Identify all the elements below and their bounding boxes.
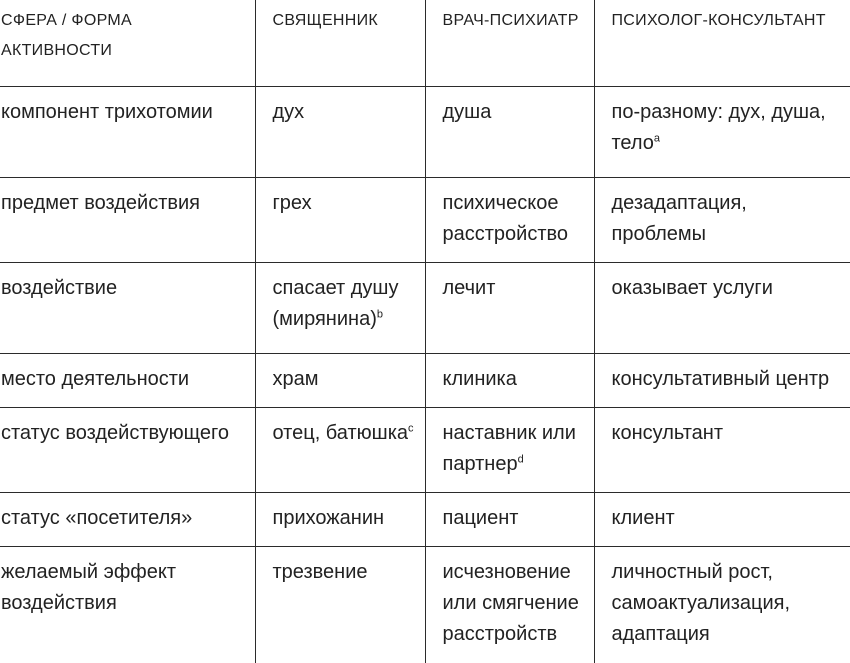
table-cell: [255, 353, 425, 407]
cell-text: предмет воздействия: [1, 191, 201, 214]
table-cell: [594, 262, 850, 353]
cell-text: храм: [272, 367, 319, 390]
table-cell: [0, 546, 255, 663]
header-priest: СВЯЩЕННИК: [255, 0, 425, 86]
cell-text: лечит: [442, 276, 496, 299]
table-row: [0, 407, 850, 492]
table-cell: [255, 177, 425, 262]
table-cell: [425, 407, 594, 492]
cell-text: место деятельности: [1, 367, 190, 390]
cell-text: статус «посетителя»: [1, 506, 193, 529]
header-row: [0, 0, 850, 86]
header-psychologist: ПСИХОЛОГ-КОНСУЛЬТАНТ: [594, 0, 850, 86]
cell-text: трезвение: [272, 560, 368, 583]
table-row: [0, 353, 850, 407]
cell-text: статус воздействующего: [1, 421, 230, 444]
table-cell: [425, 353, 594, 407]
table-cell: [594, 492, 850, 546]
table-cell: [0, 86, 255, 177]
cell-text: дезадаптация, проблемы: [611, 191, 747, 245]
table-row: [0, 546, 850, 663]
table-row: [0, 86, 850, 177]
table-cell: [594, 86, 850, 177]
table-cell: [425, 177, 594, 262]
table-row: [0, 177, 850, 262]
cell-text: психическое расстройство: [442, 191, 569, 245]
footnote-marker: d: [517, 452, 524, 465]
table-cell: [0, 177, 255, 262]
cell-text: грех: [272, 191, 312, 214]
table-cell: [425, 86, 594, 177]
cell-text: консультативный центр: [611, 367, 830, 390]
cell-text: консультант: [611, 421, 723, 444]
header-sphere: СФЕРА / ФОРМА АКТИВНОСТИ: [0, 0, 255, 86]
table-cell: [594, 177, 850, 262]
cell-text: исчезновение или смягчение расстройств: [442, 560, 579, 645]
cell-text: оказывает услуги: [611, 276, 773, 299]
cell-text: воздействие: [1, 276, 118, 299]
cell-text: душа: [442, 100, 492, 123]
cell-text: клиника: [442, 367, 517, 390]
table-cell: [0, 407, 255, 492]
table-cell: [594, 353, 850, 407]
table-cell: [425, 262, 594, 353]
table-cell: [255, 86, 425, 177]
footnote-marker: c: [408, 421, 414, 434]
table-cell: [0, 353, 255, 407]
cell-text: личностный рост, самоактуализация, адаптация: [611, 560, 791, 645]
cell-text: спасает душу (мирянина): [272, 276, 399, 330]
header-psychiatrist: ВРАЧ-ПСИХИАТР: [425, 0, 594, 86]
table-cell: [255, 546, 425, 663]
table-cell: [594, 546, 850, 663]
footnote-marker: a: [653, 131, 661, 144]
table-row: [0, 262, 850, 353]
table-cell: [0, 262, 255, 353]
table-cell: [0, 492, 255, 546]
table-cell: [255, 407, 425, 492]
cell-text: отец, батюшка: [272, 421, 409, 444]
table-cell: [594, 407, 850, 492]
cell-text: компонент трихотомии: [1, 100, 213, 123]
table-cell: [425, 492, 594, 546]
cell-text: клиент: [611, 506, 675, 529]
cell-text: желаемый эффект воздействия: [1, 560, 176, 614]
cell-text: прихожанин: [272, 506, 385, 529]
cell-text: дух: [272, 100, 305, 123]
cell-text: наставник или партнер: [442, 421, 576, 475]
table-cell: [255, 262, 425, 353]
table-cell: [255, 492, 425, 546]
cell-text: по-разному: дух, душа, тело: [611, 100, 826, 154]
table-row: [0, 492, 850, 546]
footnote-marker: b: [376, 307, 383, 320]
cell-text: пациент: [442, 506, 519, 529]
table-cell: [425, 546, 594, 663]
